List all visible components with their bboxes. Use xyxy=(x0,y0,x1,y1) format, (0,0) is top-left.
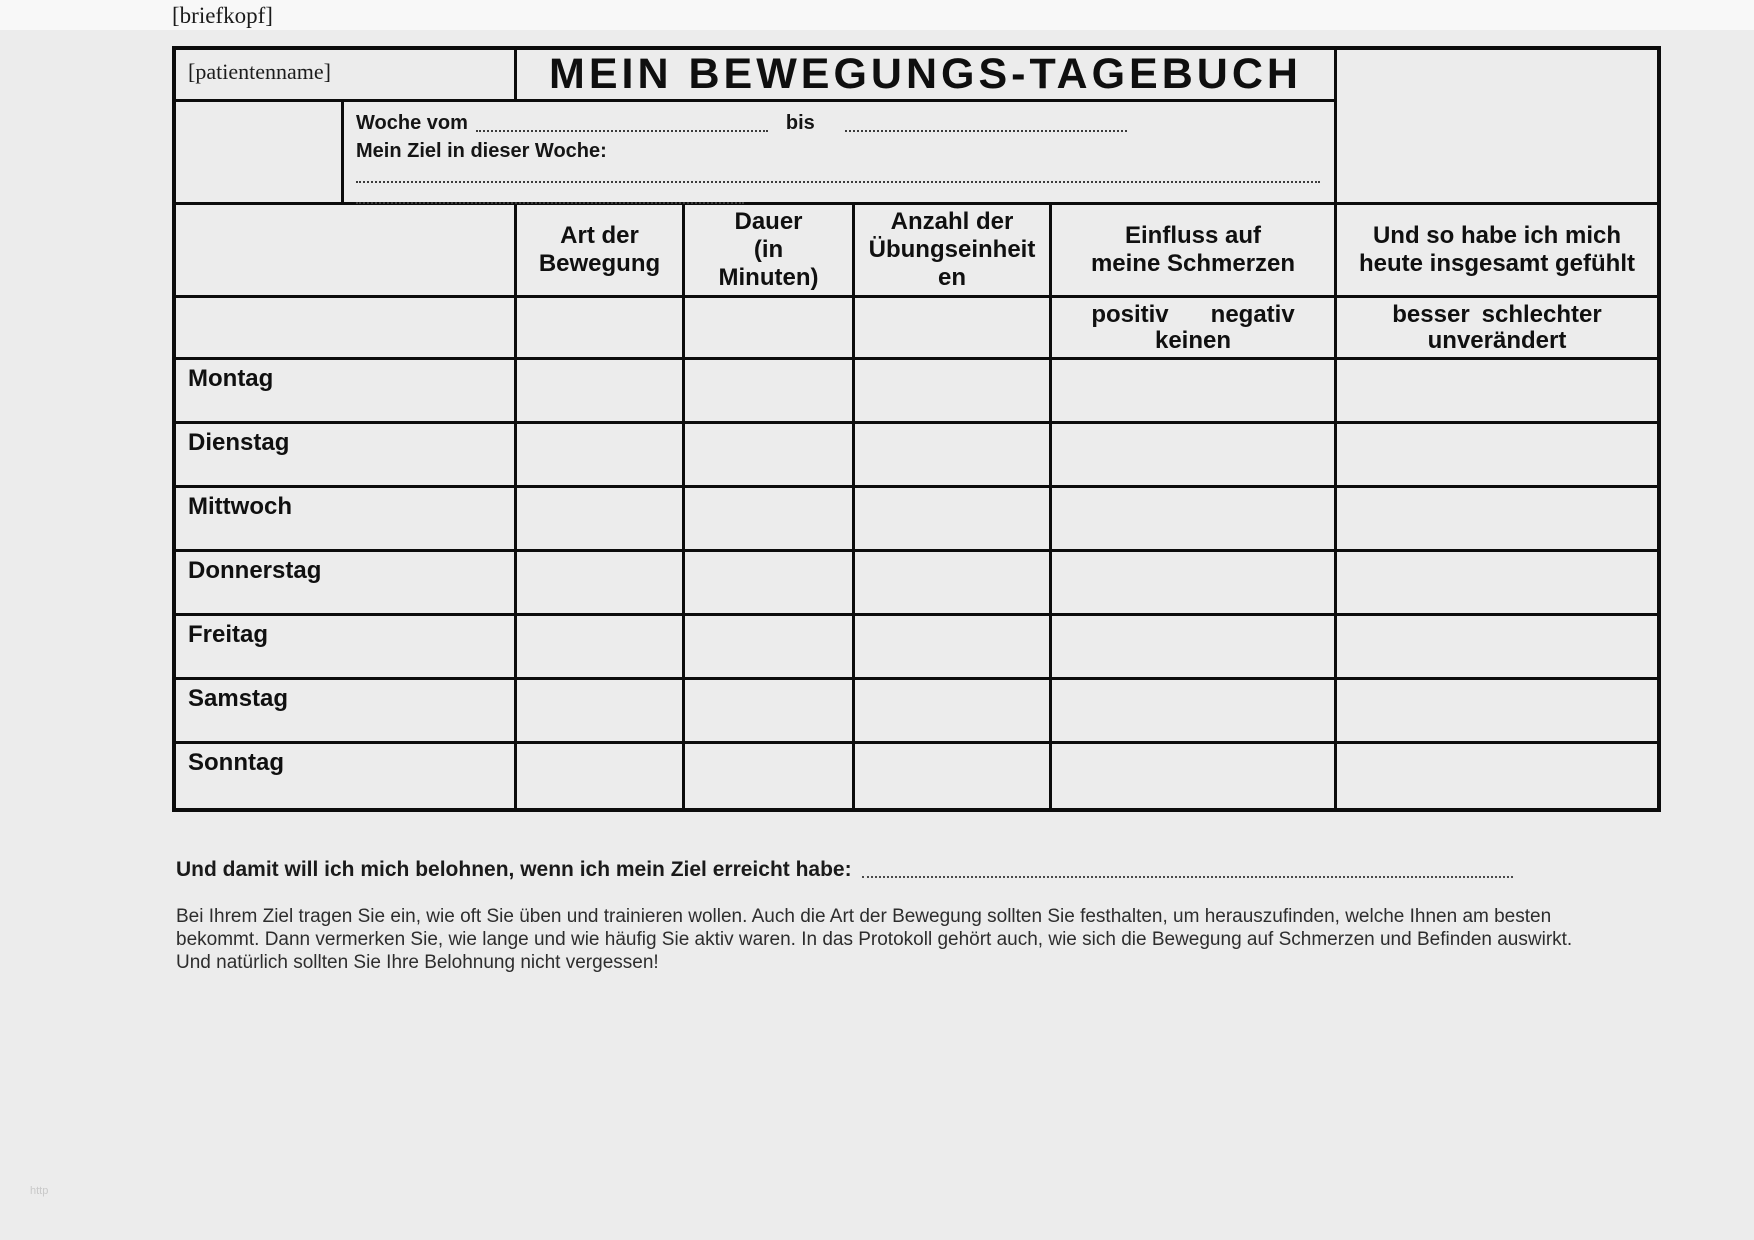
week-cell xyxy=(344,102,1337,205)
week-until-label: bis xyxy=(785,112,815,134)
feeling-option-better: besser xyxy=(1392,300,1470,328)
day-label-freitag: Freitag xyxy=(176,616,517,680)
entry-cell xyxy=(855,424,1052,488)
corner-watermark: http xyxy=(30,1185,49,1197)
week-goal-label: Mein Ziel in dieser Woche: xyxy=(356,140,607,162)
subheader-empty-duration xyxy=(685,298,855,360)
subheader-day-empty-cell xyxy=(176,298,517,360)
goal-fill-line-2 xyxy=(356,202,744,204)
day-label-samstag: Samstag xyxy=(176,680,517,744)
day-label-sonntag: Sonntag xyxy=(176,744,517,808)
reward-line xyxy=(176,858,1513,882)
week-row-empty-cell xyxy=(176,102,344,205)
entry-cell xyxy=(685,488,855,552)
header-feeling: Und so habe ich mich heute insgesamt gefühlt xyxy=(1337,205,1657,298)
entry-cell xyxy=(1052,616,1337,680)
header-units: Anzahl der Übungseinheit en xyxy=(855,205,1052,298)
entry-cell xyxy=(1337,680,1657,744)
entry-cell xyxy=(685,680,855,744)
diary-table xyxy=(172,46,1661,812)
entry-cell xyxy=(1052,552,1337,616)
entry-cell xyxy=(1052,360,1337,424)
entry-cell xyxy=(517,616,685,680)
entry-cell xyxy=(685,744,855,808)
feeling-option-unchanged: unverändert xyxy=(1427,326,1567,354)
entry-cell xyxy=(517,744,685,808)
pain-options-line1 xyxy=(1091,302,1294,328)
entry-cell xyxy=(1052,744,1337,808)
entry-cell xyxy=(1337,744,1657,808)
week-from-fill-line xyxy=(476,114,768,132)
page-title: MEIN BEWEGUNGS-TAGEBUCH xyxy=(517,50,1337,102)
entry-cell xyxy=(1052,488,1337,552)
entry-cell xyxy=(1052,424,1337,488)
pain-option-negative: negativ xyxy=(1210,300,1295,328)
entry-cell xyxy=(855,616,1052,680)
entry-cell xyxy=(1337,616,1657,680)
entry-cell xyxy=(855,680,1052,744)
entry-cell xyxy=(517,424,685,488)
pain-options xyxy=(1052,298,1337,360)
entry-cell xyxy=(685,360,855,424)
goal-fill-line-1 xyxy=(356,181,1320,183)
entry-cell xyxy=(517,360,685,424)
entry-cell xyxy=(855,488,1052,552)
corner-empty-cell xyxy=(1337,50,1657,205)
day-label-donnerstag: Donnerstag xyxy=(176,552,517,616)
instructions-line: bekommt. Dann vermerken Sie, wie lange und wie häufig Sie aktiv waren. In das Protokoll gehört auch, wie sich die Bewegung auf Schmerzen und Befinden auswirkt. xyxy=(176,929,1573,950)
entry-cell xyxy=(517,552,685,616)
subheader-empty-movement xyxy=(517,298,685,360)
feeling-options-line1 xyxy=(1392,302,1601,328)
entry-cell xyxy=(517,488,685,552)
entry-cell xyxy=(855,744,1052,808)
entry-cell xyxy=(1337,360,1657,424)
week-from-label: Woche vom xyxy=(356,112,468,134)
week-until-fill-line xyxy=(845,114,1127,132)
header-duration: Dauer (in Minuten) xyxy=(685,205,855,298)
letterhead-placeholder: [briefkopf] xyxy=(172,3,273,28)
pain-option-none: keinen xyxy=(1154,326,1232,354)
pain-option-positive: positiv xyxy=(1091,300,1169,328)
instructions-line: Bei Ihrem Ziel tragen Sie ein, wie oft Sie üben und trainieren wollen. Auch die Art der Bewegung sollten Sie festhalten, um herauszufinden, welche Ihnen am besten xyxy=(176,906,1552,927)
entry-cell xyxy=(1052,680,1337,744)
entry-cell xyxy=(685,424,855,488)
header-pain: Einfluss auf meine Schmerzen xyxy=(1052,205,1337,298)
day-label-montag: Montag xyxy=(176,360,517,424)
entry-cell xyxy=(855,360,1052,424)
entry-cell xyxy=(1337,488,1657,552)
subheader-empty-units xyxy=(855,298,1052,360)
entry-cell xyxy=(517,680,685,744)
feeling-option-worse: schlechter xyxy=(1481,300,1602,328)
instructions-paragraph xyxy=(176,905,1572,974)
header-day-empty-cell xyxy=(176,205,517,298)
reward-fill-line xyxy=(862,862,1513,878)
day-label-mittwoch: Mittwoch xyxy=(176,488,517,552)
entry-cell xyxy=(1337,424,1657,488)
reward-label: Und damit will ich mich belohnen, wenn ich mein Ziel erreicht habe: xyxy=(176,858,852,881)
entry-cell xyxy=(685,616,855,680)
entry-cell xyxy=(1337,552,1657,616)
entry-cell xyxy=(855,552,1052,616)
patient-name-cell: [patientenname] xyxy=(176,50,517,102)
entry-cell xyxy=(685,552,855,616)
week-from-line xyxy=(356,112,1320,135)
day-label-dienstag: Dienstag xyxy=(176,424,517,488)
instructions-line: Und natürlich sollten Sie Ihre Belohnung nicht vergessen! xyxy=(176,952,659,973)
feeling-options xyxy=(1337,298,1657,360)
header-movement: Art der Bewegung xyxy=(517,205,685,298)
